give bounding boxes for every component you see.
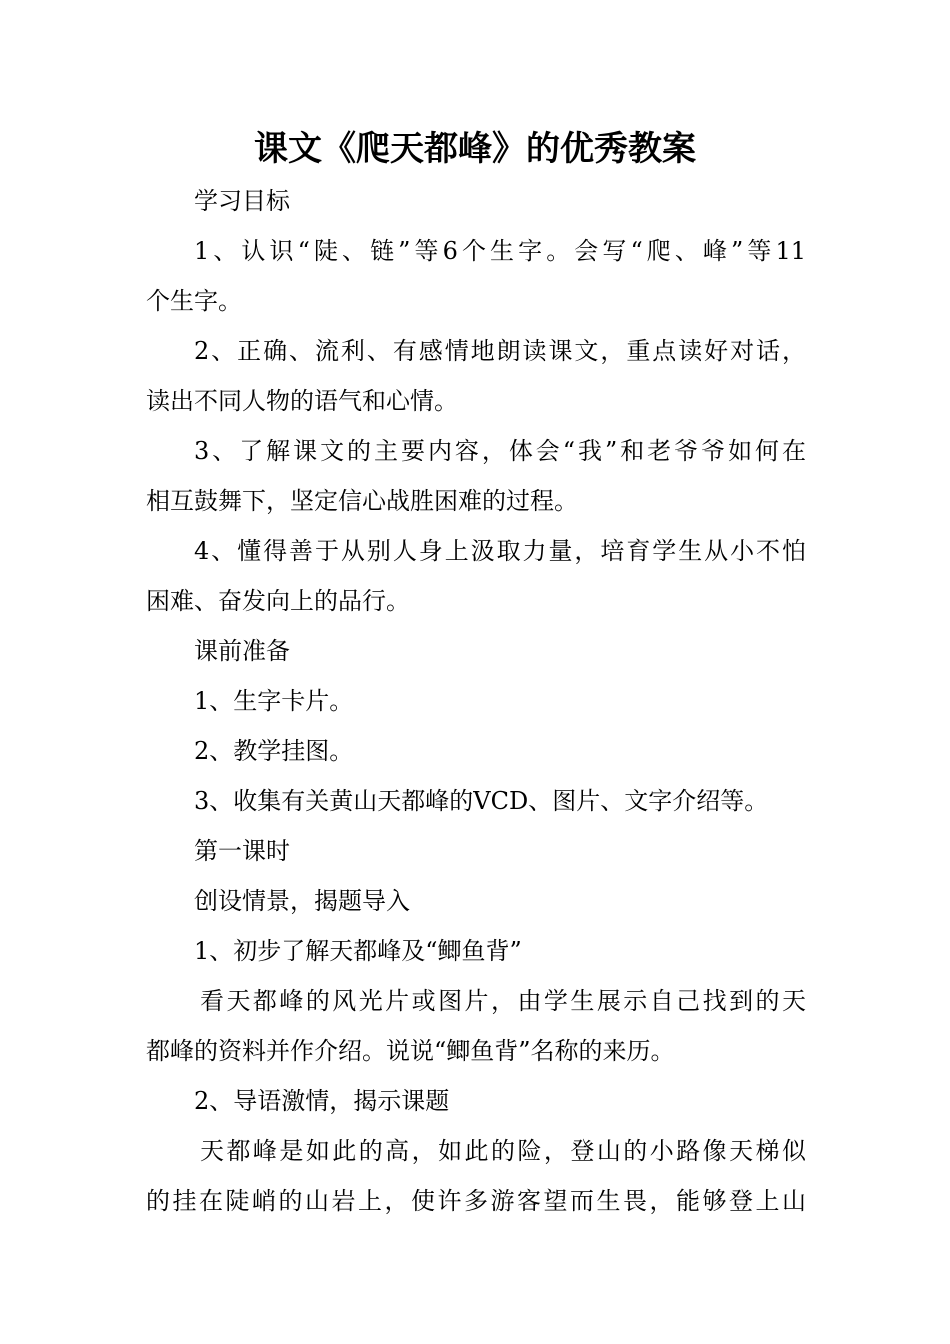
paragraph-line: 都峰的资料并作介绍。说说“鲫鱼背”名称的来历。	[146, 1037, 675, 1065]
paragraph-line: 个生字。	[146, 287, 242, 315]
list-item: 2、导语激情，揭示课题	[194, 1087, 450, 1115]
document-title: 课文《爬天都峰》的优秀教案	[254, 129, 696, 169]
paragraph-line: 看天都峰的风光片或图片，由学生展示自己找到的天	[200, 987, 806, 1015]
paragraph-line: 天都峰是如此的高，如此的险，登山的小路像天梯似	[200, 1137, 806, 1165]
paragraph-line: 相互鼓舞下，坚定信心战胜困难的过程。	[146, 487, 578, 515]
paragraph-line: 读出不同人物的语气和心情。	[146, 387, 458, 415]
paragraph-line: 3、了解课文的主要内容，体会“我”和老爷爷如何在	[194, 437, 806, 465]
paragraph-line: 1、认识“陡、链”等6个生字。会写“爬、峰”等11	[194, 237, 806, 265]
section-heading-preparation: 课前准备	[194, 637, 290, 665]
section-heading-objectives: 学习目标	[194, 187, 290, 215]
paragraph-line: 困难、奋发向上的品行。	[146, 587, 410, 615]
paragraph-line: 的挂在陡峭的山岩上，使许多游客望而生畏，能够登上山	[146, 1187, 806, 1215]
section-heading-first-lesson: 第一课时	[194, 837, 290, 865]
document-body	[146, 176, 806, 1226]
paragraph-line: 4、懂得善于从别人身上汲取力量，培育学生从小不怕	[194, 537, 806, 565]
list-item: 2、教学挂图。	[194, 737, 354, 765]
list-item: 1、初步了解天都峰及“鲫鱼背”	[194, 937, 522, 965]
section-heading-intro: 创设情景，揭题导入	[194, 887, 410, 915]
list-item: 3、收集有关黄山天都峰的VCD、图片、文字介绍等。	[194, 787, 769, 815]
list-item: 1、生字卡片。	[194, 687, 354, 715]
paragraph-line: 2、正确、流利、有感情地朗读课文，重点读好对话，	[194, 337, 806, 365]
